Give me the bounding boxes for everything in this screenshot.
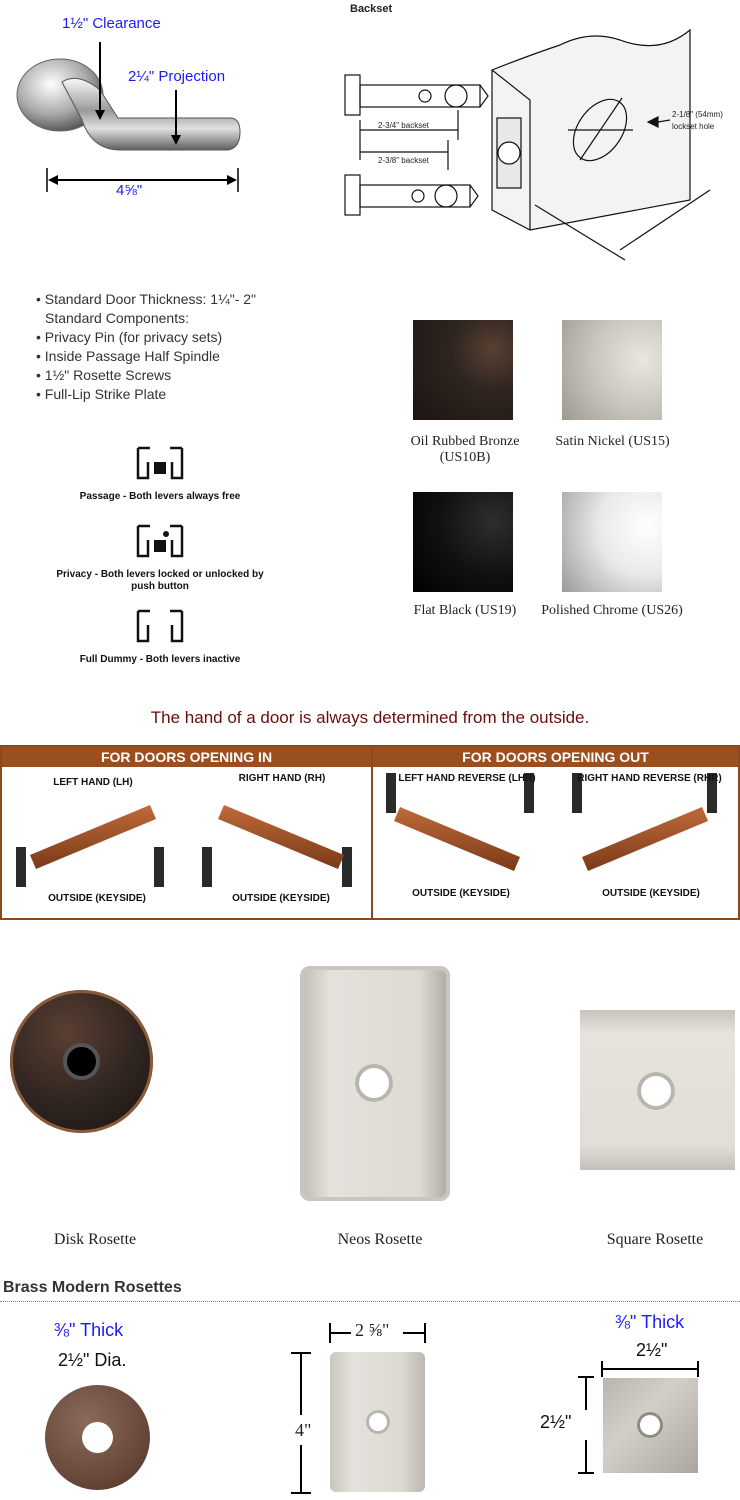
square-rosette-caption: Square Rosette (606, 1231, 704, 1248)
square-rosette-image (580, 1010, 735, 1170)
finish-flat-black: Flat Black (US19) (413, 603, 517, 618)
disk-rosette-hole (63, 1043, 100, 1080)
label-right-hand: RIGHT HAND (RH) (238, 773, 326, 784)
privacy-icon (130, 518, 190, 563)
label-left-hand-reverse: LEFT HAND REVERSE (LHR) (398, 773, 536, 784)
square-width-label: 2½" (636, 1340, 668, 1360)
lockset-hole-label-1: 2-1/8" (54mm) (672, 110, 723, 119)
neos-rosette-hole (355, 1064, 393, 1102)
dummy-caption: Full Dummy - Both levers inactive (79, 654, 241, 665)
spec-item: • Inside Passage Half Spindle (36, 348, 220, 364)
passage-icon (130, 440, 190, 485)
spec-item: • 1½" Rosette Screws (36, 367, 172, 383)
function-passage (60, 440, 260, 502)
projection-label: 2¼" Projection (128, 68, 226, 85)
neos-rosette-image (300, 966, 450, 1201)
brass-section-divider (0, 1301, 740, 1302)
finish-polished-chrome: Polished Chrome (US26) (541, 603, 683, 618)
specs-list (36, 290, 336, 404)
opening-out-header: FOR DOORS OPENING OUT (373, 747, 738, 767)
backset-diagram (330, 0, 740, 265)
handing-notice: The hand of a door is always determined from the outside. (150, 708, 590, 727)
spec-item: • Privacy Pin (for privacy sets) (36, 329, 223, 345)
disk-rosette-image (10, 990, 153, 1133)
swatch-polished-chrome (562, 492, 662, 592)
label-left-hand: LEFT HAND (LH) (53, 777, 133, 788)
lever-diagram (0, 0, 260, 200)
square-rosette-hole (637, 1072, 675, 1110)
label-outside-lhr: OUTSIDE (KEYSIDE) (412, 888, 510, 899)
length-label: 4⅝" (116, 182, 143, 199)
opening-in-header: FOR DOORS OPENING IN (2, 747, 371, 767)
finish-satin-nickel: Satin Nickel (US15) (555, 434, 670, 449)
disk-thick-label: ⅜" Thick (54, 1320, 124, 1340)
finish-oil-rubbed-bronze: Oil Rubbed Bronze (US10B) (410, 434, 520, 465)
lockset-hole-label-2: lockset hole (672, 122, 715, 131)
spec-item: • Full-Lip Strike Plate (36, 386, 167, 402)
brass-disk-image (45, 1385, 150, 1490)
brass-square-image (603, 1378, 698, 1473)
label-outside-rhr: OUTSIDE (KEYSIDE) (602, 888, 700, 899)
label-outside-lh: OUTSIDE (KEYSIDE) (48, 893, 146, 904)
function-dummy (60, 603, 260, 665)
swatch-satin-nickel (562, 320, 662, 420)
brass-neos-hole (366, 1410, 390, 1434)
neos-width-label: 2 ⅝" (355, 1320, 390, 1340)
square-height-label: 2½" (540, 1412, 572, 1432)
passage-caption: Passage - Both levers always free (79, 491, 241, 502)
clearance-label: 1½" Clearance (62, 15, 161, 32)
brass-square-hole (637, 1412, 663, 1438)
backset-long-label: 2-3/4" backset (378, 121, 429, 130)
disk-diameter-label: 2½" Dia. (58, 1350, 127, 1370)
swatch-flat-black (413, 492, 513, 592)
door-handing-chart (0, 745, 740, 920)
label-right-hand-reverse: RIGHT HAND REVERSE (RHR) (577, 773, 722, 784)
swatch-oil-rubbed-bronze (413, 320, 513, 420)
neos-height-label: 4" (295, 1420, 312, 1440)
spec-item: Standard Components: (45, 310, 189, 326)
backset-title: Backset (350, 3, 393, 15)
brass-section-title: Brass Modern Rosettes (3, 1279, 182, 1296)
brass-neos-image (330, 1352, 425, 1492)
label-outside-rh: OUTSIDE (KEYSIDE) (232, 893, 330, 904)
backset-short-label: 2-3/8" backset (378, 156, 429, 165)
privacy-caption: Privacy - Both levers locked or unlocked by push button (56, 569, 264, 592)
backset-latch-illustration (330, 0, 740, 265)
brass-disk-hole (82, 1422, 113, 1453)
spec-item: • Standard Door Thickness: 1¼"- 2" (36, 291, 257, 307)
neos-rosette-caption: Neos Rosette (337, 1231, 423, 1248)
disk-rosette-caption: Disk Rosette (53, 1231, 137, 1248)
square-thick-label: ⅜" Thick (615, 1312, 685, 1332)
dummy-icon (130, 603, 190, 648)
function-privacy (55, 518, 265, 593)
